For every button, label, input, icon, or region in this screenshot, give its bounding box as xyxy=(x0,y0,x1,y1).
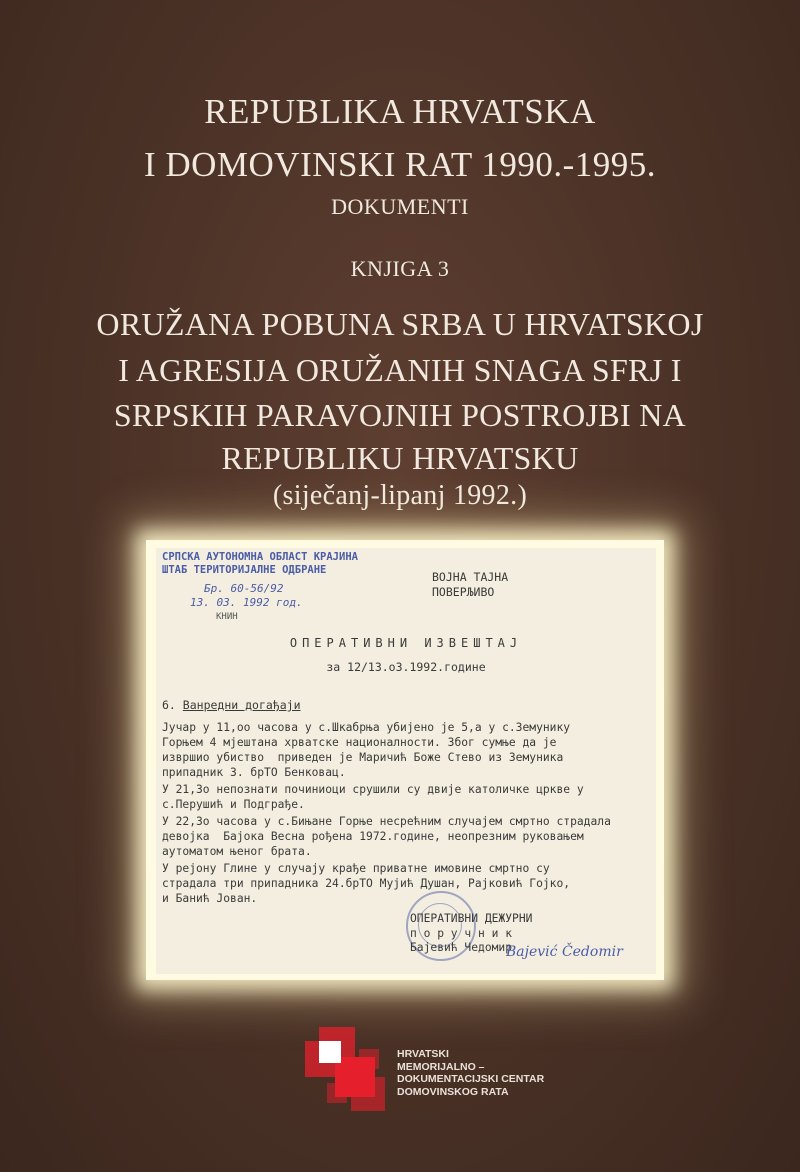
stamp-date: 13. 03. 1992 год. xyxy=(190,596,303,609)
stamp-city: КНИН xyxy=(216,612,238,622)
subtitle-line-3: SRPSKIH PARAVOJNIH POSTROJBI NA xyxy=(113,397,687,433)
publisher-line-3: DOKUMENTACIJSKI CENTAR xyxy=(397,1073,545,1085)
publisher-line-2: MEMORIJALNO – xyxy=(397,1060,485,1073)
section-title: Ванредни догађаји xyxy=(182,698,301,712)
subtitle-line-1: ORUŽANA POBUNA SRBA U HRVATSKOJ xyxy=(96,306,704,342)
subtitle-line-2: I AGRESIJA ORUŽANIH SNAGA SFRJ I xyxy=(118,352,682,388)
archival-document xyxy=(156,548,656,974)
report-title: ОПЕРАТИВНИ ИЗВЕШТАЈ xyxy=(289,636,523,650)
classification-line-2: ПОВЕРЉИВО xyxy=(432,585,495,599)
stamp-line-1: СРПСКА АУТОНОМНА ОБЛАСТ КРАЈИНА xyxy=(162,551,358,563)
publisher-line-1: HRVATSKI xyxy=(397,1048,449,1060)
section-heading xyxy=(162,698,301,712)
title-line-3: DOKUMENTI xyxy=(331,194,469,219)
header-stamp xyxy=(162,551,358,577)
red-squares-logo-icon xyxy=(305,1027,390,1112)
handwritten-signature: Bajević Čedomir xyxy=(506,944,623,960)
book-number: KNJIGA 3 xyxy=(350,256,450,281)
classification-block xyxy=(432,570,508,600)
publisher-name xyxy=(397,1048,544,1098)
publisher-line-4: DOMOVINSKOG RATA xyxy=(397,1085,509,1098)
section-number: 6. xyxy=(162,698,176,712)
paragraph-2: У 21,3о непознати починиоци срушили су двије католичке цркве у с.Перушић и Подграђе. xyxy=(162,783,584,811)
title-line-2: I DOMOVINSKI RAT 1990.-1995. xyxy=(143,145,657,184)
paragraph-1: Јучар у 11,оо часова у с.Шкабрња убијено је 5,а у с.Земунику Горњем 4 мјештана хрватске националности. Због сумње да је извршио убиство приведен је Маричић Боже Стево из Земуника припадник 3. брТО Бенковац. xyxy=(162,721,571,779)
paragraph-3: У 22,3о часова у с.Бињане Горње несрећним случајем смртно страдала девојка Бајока Весна рођена 1972.године, неопрезним руковањем аутоматом њеног брата. xyxy=(162,815,611,858)
paragraph-4: У рејону Глине у случају крађе приватне имовине смртно су страдала три припадника 24.брТО Мујић Душан, Рајковић Гојко, и Банић Јован. xyxy=(162,862,571,905)
signature-block: ОПЕРАТИВНИ ДЕЖУРНИ п о р у ч н и к Бајевић Чедомир xyxy=(410,912,533,954)
stamp-line-2: ШТАБ ТЕРИТОРИЈАЛНЕ ОДБРАНЕ xyxy=(162,564,327,576)
subtitle-line-4: REPUBLIKU HRVATSKU xyxy=(221,440,579,476)
title-line-1: REPUBLIKA HRVATSKA xyxy=(204,92,596,131)
classification-line-1: ВОЈНА ТАЈНА xyxy=(432,570,509,584)
report-date: за 12/13.о3.1992.године xyxy=(326,660,486,674)
stamp-number: Бр. 60-56/92 xyxy=(204,582,284,595)
subtitle-period: (siječanj-lipanj 1992.) xyxy=(272,480,528,511)
